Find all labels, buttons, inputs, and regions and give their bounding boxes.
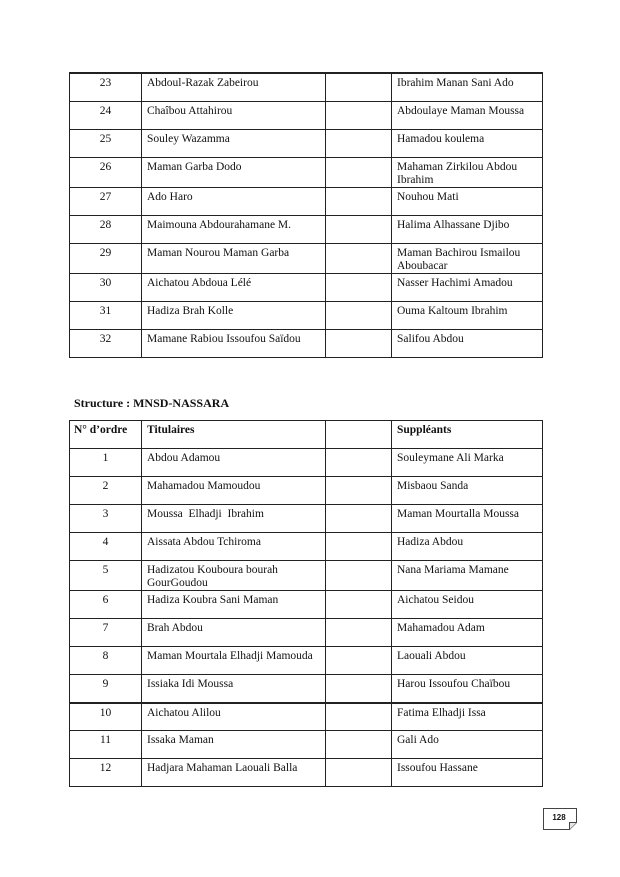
empty-cell <box>326 759 392 787</box>
row-number: 10 <box>70 703 142 731</box>
row-number: 7 <box>70 619 142 647</box>
row-number: 24 <box>70 101 142 129</box>
suppleant-name: Abdoulaye Maman Moussa <box>392 101 543 129</box>
suppleant-name: Misbaou Sanda <box>392 477 543 505</box>
empty-cell <box>326 477 392 505</box>
table-header-row <box>70 421 543 449</box>
row-number: 30 <box>70 273 142 301</box>
titulaire-name: Aichatou Abdoua Lélé <box>142 273 326 301</box>
titulaire-name: Hadiza Brah Kolle <box>142 301 326 329</box>
titulaire-name: Aissata Abdou Tchiroma <box>142 533 326 561</box>
empty-cell <box>326 215 392 243</box>
row-number: 28 <box>70 215 142 243</box>
empty-cell <box>326 157 392 187</box>
suppleant-name: Ibrahim Manan Sani Ado <box>392 73 543 101</box>
empty-cell <box>326 101 392 129</box>
suppleant-name: Aichatou Seidou <box>392 591 543 619</box>
row-number: 9 <box>70 675 142 703</box>
candidates-table-continued <box>69 72 543 358</box>
empty-cell <box>326 329 392 357</box>
empty-cell <box>326 647 392 675</box>
titulaire-name: Abdou Adamou <box>142 449 326 477</box>
table-row <box>70 561 543 591</box>
row-number: 8 <box>70 647 142 675</box>
table-row <box>70 477 543 505</box>
empty-cell <box>326 273 392 301</box>
empty-cell <box>326 619 392 647</box>
empty-cell <box>326 703 392 731</box>
table-row <box>70 129 543 157</box>
row-number: 6 <box>70 591 142 619</box>
row-number: 25 <box>70 129 142 157</box>
suppleant-name: Souleymane Ali Marka <box>392 449 543 477</box>
row-number: 32 <box>70 329 142 357</box>
row-number: 26 <box>70 157 142 187</box>
titulaire-name: Maman Garba Dodo <box>142 157 326 187</box>
header-suppleants: Suppléants <box>392 421 543 449</box>
suppleant-name: Nana Mariama Mamane <box>392 561 543 591</box>
row-number: 1 <box>70 449 142 477</box>
row-number: 31 <box>70 301 142 329</box>
titulaire-name: Maimouna Abdourahamane M. <box>142 215 326 243</box>
row-number: 3 <box>70 505 142 533</box>
header-titulaires: Titulaires <box>142 421 326 449</box>
mnsd-nassara-candidates-table <box>69 420 543 787</box>
titulaire-name: Maman Mourtala Elhadji Mamouda <box>142 647 326 675</box>
suppleant-name: Hadiza Abdou <box>392 533 543 561</box>
titulaire-name: Ado Haro <box>142 187 326 215</box>
table-row <box>70 619 543 647</box>
titulaire-name: Moussa Elhadji Ibrahim <box>142 505 326 533</box>
empty-cell <box>326 731 392 759</box>
suppleant-name: Mahamadou Adam <box>392 619 543 647</box>
suppleant-name: Nasser Hachimi Amadou <box>392 273 543 301</box>
titulaire-name: Mamane Rabiou Issoufou Saïdou <box>142 329 326 357</box>
titulaire-name: Brah Abdou <box>142 619 326 647</box>
table-row <box>70 759 543 787</box>
suppleant-name: Harou Issoufou Chaïbou <box>392 675 543 703</box>
row-number: 5 <box>70 561 142 591</box>
table-row <box>70 675 543 703</box>
table-row <box>70 187 543 215</box>
table-row <box>70 215 543 243</box>
row-number: 11 <box>70 731 142 759</box>
titulaire-name: Issaka Maman <box>142 731 326 759</box>
table-row <box>70 73 543 101</box>
empty-cell <box>326 73 392 101</box>
row-number: 12 <box>70 759 142 787</box>
suppleant-name: Issoufou Hassane <box>392 759 543 787</box>
empty-cell <box>326 675 392 703</box>
row-number: 27 <box>70 187 142 215</box>
page-number-box <box>543 808 577 830</box>
empty-cell <box>326 561 392 591</box>
suppleant-name: Hamadou koulema <box>392 129 543 157</box>
empty-cell <box>326 243 392 273</box>
titulaire-name: Abdoul-Razak Zabeirou <box>142 73 326 101</box>
suppleant-name: Maman Mourtalla Moussa <box>392 505 543 533</box>
table-row <box>70 647 543 675</box>
suppleant-name: Halima Alhassane Djibo <box>392 215 543 243</box>
suppleant-name: Ouma Kaltoum Ibrahim <box>392 301 543 329</box>
titulaire-name: Hadjara Mahaman Laouali Balla <box>142 759 326 787</box>
table-row <box>70 301 543 329</box>
table-row <box>70 703 543 731</box>
table-row <box>70 329 543 357</box>
table-row <box>70 591 543 619</box>
suppleant-name: Nouhou Mati <box>392 187 543 215</box>
header-order-number: N° d’ordre <box>70 421 142 449</box>
empty-cell <box>326 505 392 533</box>
row-number: 2 <box>70 477 142 505</box>
empty-cell <box>326 421 392 449</box>
suppleant-name: Fatima Elhadji Issa <box>392 703 543 731</box>
empty-cell <box>326 591 392 619</box>
table-row <box>70 157 543 187</box>
row-number: 23 <box>70 73 142 101</box>
page-number: 128 <box>552 813 566 822</box>
empty-cell <box>326 533 392 561</box>
table-row <box>70 449 543 477</box>
suppleant-name: Salifou Abdou <box>392 329 543 357</box>
row-number: 29 <box>70 243 142 273</box>
table-row <box>70 273 543 301</box>
titulaire-name: Maman Nourou Maman Garba <box>142 243 326 273</box>
titulaire-name: Hadiza Koubra Sani Maman <box>142 591 326 619</box>
titulaire-name: Issiaka Idi Moussa <box>142 675 326 703</box>
titulaire-name: Hadizatou Kouboura bourah GourGoudou <box>142 561 326 591</box>
empty-cell <box>326 187 392 215</box>
table-row <box>70 731 543 759</box>
titulaire-name: Chaîbou Attahirou <box>142 101 326 129</box>
structure-heading: Structure : MNSD-NASSARA <box>74 396 230 410</box>
row-number: 4 <box>70 533 142 561</box>
empty-cell <box>326 449 392 477</box>
table-row <box>70 505 543 533</box>
suppleant-name: Maman Bachirou Ismailou Aboubacar <box>392 243 543 273</box>
suppleant-name: Laouali Abdou <box>392 647 543 675</box>
empty-cell <box>326 301 392 329</box>
titulaire-name: Aichatou Alilou <box>142 703 326 731</box>
titulaire-name: Souley Wazamma <box>142 129 326 157</box>
table-row <box>70 243 543 273</box>
titulaire-name: Mahamadou Mamoudou <box>142 477 326 505</box>
empty-cell <box>326 129 392 157</box>
suppleant-name: Mahaman Zirkilou Abdou Ibrahim <box>392 157 543 187</box>
table-row <box>70 101 543 129</box>
table-row <box>70 533 543 561</box>
suppleant-name: Gali Ado <box>392 731 543 759</box>
